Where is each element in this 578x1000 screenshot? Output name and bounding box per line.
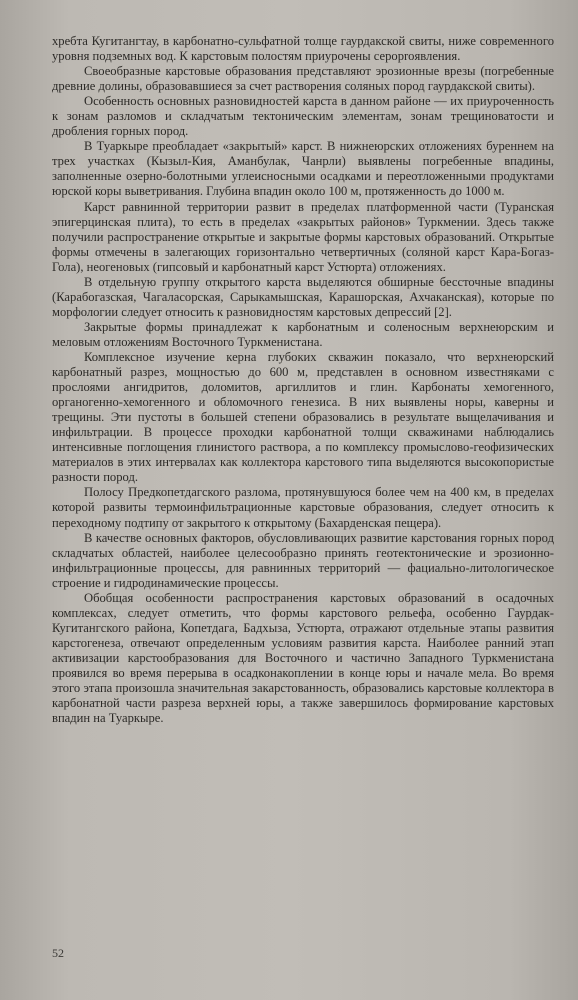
paragraph-4: В Туаркыре преобладает «закрытый» карст. В нижнеюрских отложениях буреннем на трех участках (Кызыл-Кия, Аманбулак, Чанрли) выявлены погребенные впадины, заполненные озерно-болотными углеисносными осадками и переотложенными продуктами юрской коры выветривания. Глубина впадин около 100 м, протяженность до 1000 м. (52, 139, 554, 199)
paragraph-9: Полосу Предкопетдагского разлома, протянувшуюся более чем на 400 км, в пределах которой развиты термоинфильтрационные карстовые образования, следует относить к переходному подтипу от закрытого к открытому (Бахарденская пещера). (52, 485, 554, 530)
paragraph-6: В отдельную группу открытого карста выделяются обширные бессточные впадины (Карабогазская, Чагаласорская, Сарыкамышская, Карашорская, Ахчаканская), которые по морфологии следует относить к разновидностям карстовых депрессий [2]. (52, 274, 554, 319)
paragraph-11: Обобщая особенности распространения карстовых образований в осадочных комплексах, следует отметить, что формы карстового рельефа, особенно Гаурдак-Кугитангского района, Копетдага, Бадхыза, Устюрта, отражают отдельные этапы развития карстогенеза, отвечают определенным условиям развития карста. Наиболее ранний этап активизации карстообразования для Восточного и частично Западного Туркменистана проявился во время перерыва в осадконакоплении в конце юры и начале мела. Во время этого этапа произошла значительная закарстованность, образовались карстовые коллектора в карбонатной части разреза верхней юры, а также завершилось формирование карстовых впадин на Туаркыре. (52, 590, 554, 726)
paragraph-10: В качестве основных факторов, обусловливающих развитие карстования горных пород складчатых областей, наиболее целесообразно принять геотектонические и эрозионно-инфильтрационные процессы, для равнинных территорий — фациально-литологическое строение и гидродинамические процессы. (52, 530, 554, 590)
body-text (52, 34, 554, 726)
paragraph-7: Закрытые формы принадлежат к карбонатным и соленосным верхнеюрским и меловым отложениям Восточного Туркменистана. (52, 319, 554, 349)
paragraph-2: Своеобразные карстовые образования представляют эрозионные врезы (погребенные древние долины, образовавшиеся за счет растворения соляных пород гаурдакской свиты). (52, 64, 554, 94)
paragraph-5: Карст равнинной территории развит в пределах платформенной части (Туранская эпигерцинская плита), то есть в пределах «закрытых районов» Туркмении. Здесь также получили распространение открытые и закрытые формы карстовых образований. Открытые формы отмечены в залегающих горизонтально четвертичных (соляной карст Кара-Богаз-Гола), неогеновых (гипсовый и карбонатный карст Устюрта) отложениях. (52, 199, 554, 274)
paragraph-3: Особенность основных разновидностей карста в данном районе — их приуроченность к зонам разломов и складчатым тектоническим элементам, зонам трещиноватости и дробления горных пород. (52, 94, 554, 139)
page-number: 52 (52, 946, 64, 960)
paragraph-8: Комплексное изучение керна глубоких скважин показало, что верхнеюрский карбонатный разрез, мощностью до 600 м, представлен в основном известняками с прослоями ангидритов, доломитов, аргиллитов и глин. Карбонаты хемогенного, органогенно-хемогенного и обломочного генезиса. В них выявлены норы, каверны и трещины. Эти пустоты в большей степени образовались в результате выщелачивания и инфильтрации. В процессе проходки карбонатной толщи скважинами наблюдались интенсивные поглощения глинистого раствора, а по комплексу промыслово-геофизических материалов в этих интервалах как коллектора карстового типа выделяются высокопористые разности пород. (52, 349, 554, 485)
paragraph-1: хребта Кугитангтау, в карбонатно-сульфатной толще гаурдакской свиты, ниже современного уровня подземных вод. К карстовым полостям приурочены сероproявления. (52, 34, 554, 64)
